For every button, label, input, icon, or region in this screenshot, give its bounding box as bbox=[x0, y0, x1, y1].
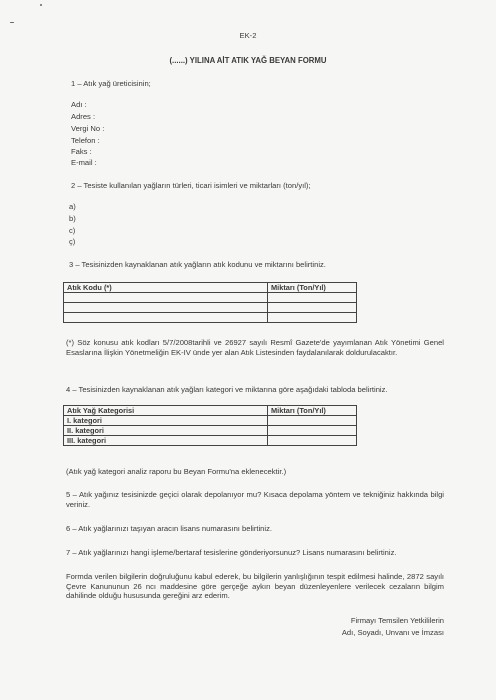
section-6: 6 – Atık yağlarınızı taşıyan aracın lisans numarasını belirtiniz. bbox=[66, 524, 272, 533]
table-row bbox=[64, 313, 357, 323]
category-3-label: III. kategori bbox=[64, 436, 268, 446]
signature-line-1: Firmayı Temsilen Yetkililerin bbox=[350, 616, 444, 625]
form-title: (......) YILINA AİT ATIK YAĞ BEYAN FORMU bbox=[169, 56, 327, 65]
section-5: 5 – Atık yağınız tesisinizde geçici olarak depolanıyor mu? Kısaca depolama yöntem ve tekniğiniz hakkında bilgi veriniz. bbox=[66, 490, 444, 509]
table-header-category: Atık Yağ Kategorisi bbox=[64, 406, 268, 416]
field-fax: Faks : bbox=[71, 147, 92, 156]
table-cell[interactable] bbox=[268, 416, 357, 426]
item-b: b) bbox=[69, 214, 76, 223]
field-address: Adres : bbox=[71, 112, 96, 121]
table-cell[interactable] bbox=[268, 426, 357, 436]
footnote: (*) Söz konusu atık kodları 5/7/2008tarihli ve 26927 sayılı Resmî Gazete'de yayımlanan Atık Yönetimi Genel Esaslarına İlişkin Yönetmeliğin EK-IV ünde yer alan Atık Listesinden faydalanılarak doldurulacaktır. bbox=[66, 338, 444, 357]
section-7: 7 – Atık yağlarınızı hangi işleme/bertaraf tesislerine gönderiyorsunuz? Lisans numarasını belirtiniz. bbox=[66, 548, 397, 557]
table-cell[interactable] bbox=[64, 293, 268, 303]
scan-speck bbox=[40, 4, 42, 6]
table-cell[interactable] bbox=[268, 313, 357, 323]
table-cell[interactable] bbox=[64, 303, 268, 313]
table-cell[interactable] bbox=[64, 313, 268, 323]
field-tax-no: Vergi No : bbox=[71, 124, 105, 133]
table-row bbox=[64, 416, 357, 426]
field-name: Adı : bbox=[71, 100, 87, 109]
table-row bbox=[64, 293, 357, 303]
waste-code-table bbox=[63, 282, 357, 323]
annex-label: EK-2 bbox=[239, 31, 257, 40]
scan-speck bbox=[10, 22, 14, 23]
section-3-heading: 3 – Tesisinizden kaynaklanan atık yağların atık kodunu ve miktarını belirtiniz. bbox=[69, 260, 326, 269]
table-header-waste-code: Atık Kodu (*) bbox=[64, 283, 268, 293]
table-header-quantity: Miktarı (Ton/Yıl) bbox=[268, 283, 357, 293]
category-1-label: I. kategori bbox=[64, 416, 268, 426]
table-row bbox=[64, 436, 357, 446]
section-4-heading: 4 – Tesisinizden kaynaklanan atık yağları kategori ve miktarına göre aşağıdaki tabloda belirtiniz. bbox=[66, 385, 388, 394]
item-a: a) bbox=[69, 202, 76, 211]
table-note: (Atık yağ kategori analiz raporu bu Beyan Formu'na eklenecektir.) bbox=[66, 467, 287, 476]
signature-line-2: Adı, Soyadı, Unvanı ve İmzası bbox=[341, 628, 444, 637]
table-cell[interactable] bbox=[268, 436, 357, 446]
field-email: E-mail : bbox=[71, 158, 97, 167]
section-2-heading: 2 – Tesiste kullanılan yağların türleri, ticari isimleri ve miktarları (ton/yıl); bbox=[71, 181, 311, 190]
table-row bbox=[64, 303, 357, 313]
field-phone: Telefon : bbox=[71, 136, 100, 145]
table-row bbox=[64, 426, 357, 436]
declaration: Formda verilen bilgilerin doğruluğunu kabul ederek, bu bilgilerin yanlışlığının tespit edilmesi halinde, 2872 sayılı Çevre Kanununun 26 ncı maddesine göre gerçeğe aykırı beyan düzenleyenlere verilecek cezaların bilgim dahilinde olduğu hususunda gereğini arz ederim. bbox=[66, 572, 444, 601]
category-2-label: II. kategori bbox=[64, 426, 268, 436]
item-c-cedilla: ç) bbox=[69, 237, 76, 246]
item-c: c) bbox=[69, 226, 76, 235]
table-header-quantity: Miktarı (Ton/Yıl) bbox=[268, 406, 357, 416]
waste-category-table bbox=[63, 405, 357, 446]
table-cell[interactable] bbox=[268, 293, 357, 303]
table-cell[interactable] bbox=[268, 303, 357, 313]
section-1-heading: 1 – Atık yağ üreticisinin; bbox=[71, 79, 151, 88]
